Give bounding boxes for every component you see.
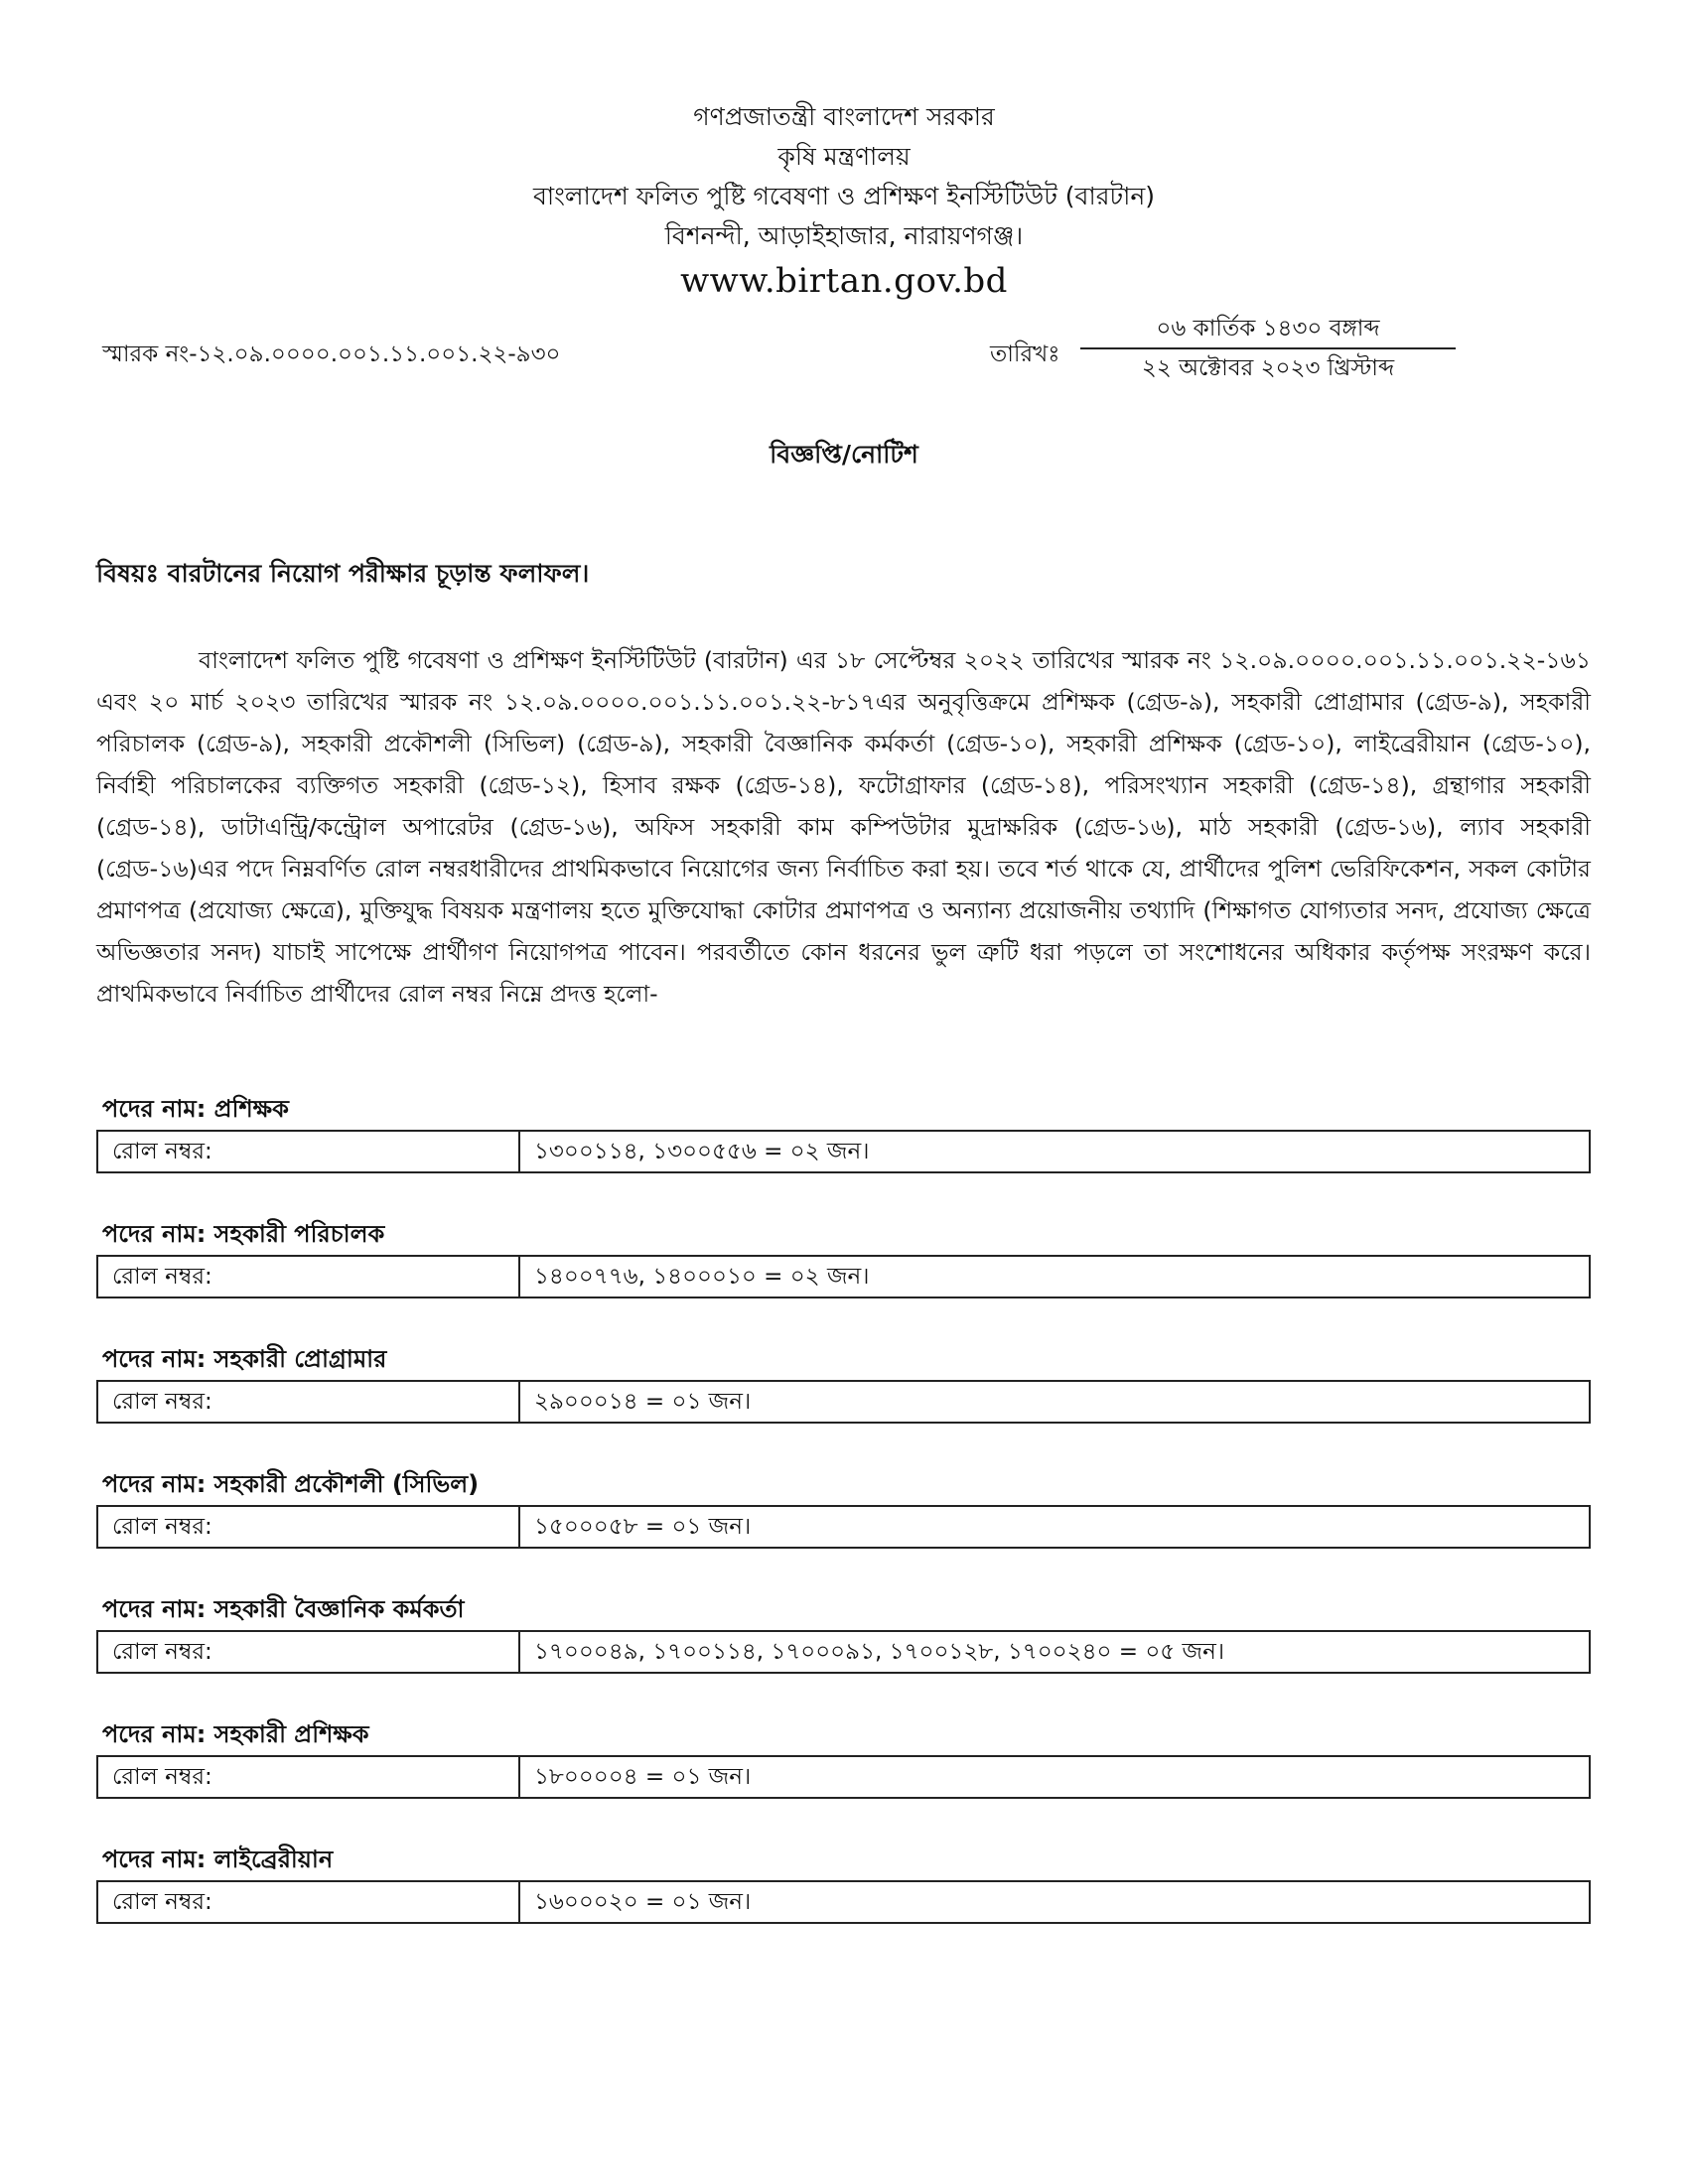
post-list <box>96 1092 1591 1968</box>
post-section <box>96 1467 1591 1549</box>
post-section <box>96 1592 1591 1674</box>
roll-table <box>96 1505 1591 1549</box>
roll-numbers: ২৯০০০১৪ = ০১ জন। <box>519 1381 1590 1423</box>
table-row <box>97 1506 1590 1548</box>
roll-numbers: ১৩০০১১৪, ১৩০০৫৫৬ = ০২ জন। <box>519 1131 1590 1172</box>
ministry-name: কৃষি মন্ত্রণালয় <box>777 142 911 171</box>
institute-address: বিশনন্দী, আড়াইহাজার, নারায়ণগঞ্জ। <box>664 221 1024 250</box>
roll-numbers: ১৬০০০২০ = ০১ জন। <box>519 1881 1590 1923</box>
roll-numbers: ১৮০০০০৪ = ০১ জন। <box>519 1756 1590 1798</box>
post-section <box>96 1717 1591 1799</box>
roll-numbers: ১৭০০০৪৯, ১৭০০১১৪, ১৭০০০৯১, ১৭০০১২৮, ১৭০০২৪০ = ০৫ জন। <box>519 1631 1590 1673</box>
post-section <box>96 1092 1591 1173</box>
table-row <box>97 1131 1590 1172</box>
roll-label: রোল নম্বর: <box>97 1631 519 1673</box>
post-title: পদের নাম: লাইব্রেরীয়ান <box>102 1845 334 1873</box>
table-row <box>97 1756 1590 1798</box>
letterhead <box>0 97 1688 304</box>
post-title: পদের নাম: সহকারী প্রোগ্রামার <box>102 1345 387 1373</box>
post-title: পদের নাম: সহকারী পরিচালক <box>102 1220 385 1248</box>
post-section <box>96 1217 1591 1298</box>
table-row <box>97 1381 1590 1423</box>
roll-label: রোল নম্বর: <box>97 1256 519 1297</box>
roll-label: রোল নম্বর: <box>97 1381 519 1423</box>
post-title: পদের নাম: সহকারী প্রকৌশলী (সিভিল) <box>102 1470 480 1498</box>
post-title: পদের নাম: সহকারী প্রশিক্ষক <box>102 1720 369 1748</box>
roll-table <box>96 1880 1591 1924</box>
roll-label: রোল নম্বর: <box>97 1131 519 1172</box>
website-link[interactable]: www.birtan.gov.bd <box>680 261 1008 301</box>
post-title: পদের নাম: প্রশিক্ষক <box>102 1095 289 1123</box>
subject-line: বিষয়ঃ বারটানের নিয়োগ পরীক্ষার চূড়ান্ত ফলাফল। <box>96 559 590 588</box>
table-row <box>97 1631 1590 1673</box>
roll-table <box>96 1380 1591 1424</box>
roll-table <box>96 1255 1591 1298</box>
government-name: গণপ্রজাতন্ত্রী বাংলাদেশ সরকার <box>693 102 995 131</box>
institute-name: বাংলাদেশ ফলিত পুষ্টি গবেষণা ও প্রশিক্ষণ ইনস্টিটিউট (বারটান) <box>532 182 1156 210</box>
roll-label: রোল নম্বর: <box>97 1756 519 1798</box>
post-section <box>96 1342 1591 1424</box>
table-row <box>97 1256 1590 1297</box>
roll-numbers: ১৫০০০৫৮ = ০১ জন। <box>519 1506 1590 1548</box>
roll-table <box>96 1130 1591 1173</box>
date-bangla: ০৬ কার্তিক ১৪৩০ বঙ্গাব্দ <box>1080 312 1456 349</box>
date-label: তারিখঃ <box>990 341 1060 367</box>
memo-number: স্মারক নং-১২.০৯.০০০০.০০১.১১.০০১.২২-৯৩০ <box>102 341 561 367</box>
roll-numbers: ১৪০০৭৭৬, ১৪০০০১০ = ০২ জন। <box>519 1256 1590 1297</box>
roll-table <box>96 1755 1591 1799</box>
roll-table <box>96 1630 1591 1674</box>
roll-label: রোল নম্বর: <box>97 1881 519 1923</box>
notice-title: বিজ্ঞপ্তি/নোটিশ <box>770 440 918 469</box>
table-row <box>97 1881 1590 1923</box>
roll-label: রোল নম্বর: <box>97 1506 519 1548</box>
post-section <box>96 1843 1591 1924</box>
date-english: ২২ অক্টোবর ২০২৩ খ্রিস্টাব্দ <box>1141 355 1395 381</box>
date-block <box>1080 312 1456 385</box>
post-title: পদের নাম: সহকারী বৈজ্ঞানিক কর্মকর্তা <box>102 1595 465 1623</box>
notice-body: বাংলাদেশ ফলিত পুষ্টি গবেষণা ও প্রশিক্ষণ ইনস্টিটিউট (বারটান) এর ১৮ সেপ্টেম্বর ২০২২ তারিখের স্মারক নং ১২.০৯.০০০০.০০১.১১.০০১.২২-১৬১ এবং ২০ মার্চ ২০২৩ তারিখের স্মারক নং ১২.০৯.০০০০.০০১.১১.০০১.২২-৮১৭এর অনুবৃত্তিক্রমে প্রশিক্ষক (গ্রেড-৯), সহকারী প্রোগ্রামার (গ্রেড-৯), সহকারী পরিচালক (গ্রেড-৯), সহকারী প্রকৌশলী (সিভিল) (গ্রেড-৯), সহকারী বৈজ্ঞানিক কর্মকর্তা (গ্রেড-১০), সহকারী প্রশিক্ষক (গ্রেড-১০), লাইব্রেরীয়ান (গ্রেড-১০), নির্বাহী পরিচালকের ব্যক্তিগত সহকারী (গ্রেড-১২), হিসাব রক্ষক (গ্রেড-১৪), ফটোগ্রাফার (গ্রেড-১৪), পরিসংখ্যান সহকারী (গ্রেড-১৪), গ্রন্থাগার সহকারী (গ্রেড-১৪), ডাটাএন্ট্রি/কন্ট্রোল অপারেটর (গ্রেড-১৬), অফিস সহকারী কাম কম্পিউটার মুদ্রাক্ষরিক (গ্রেড-১৬), মাঠ সহকারী (গ্রেড-১৬), ল্যাব সহকারী (গ্রেড-১৬)এর পদে নিম্নবর্ণিত রোল নম্বরধারীদের প্রাথমিকভাবে নিয়োগের জন্য নির্বাচিত করা হয়। তবে শর্ত থাকে যে, প্রার্থীদের পুলিশ ভেরিফিকেশন, সকল কোটার প্রমাণপত্র (প্রযোজ্য ক্ষেত্রে), মুক্তিযুদ্ধ বিষয়ক মন্ত্রণালয় হতে মুক্তিযোদ্ধা কোটার প্রমাণপত্র ও অন্যান্য প্রয়োজনীয় তথ্যাদি (শিক্ষাগত যোগ্যতার সনদ, প্রযোজ্য ক্ষেত্রে অভিজ্ঞতার সনদ) যাচাই সাপেক্ষে প্রার্থীগণ নিয়োগপত্র পাবেন। পরবর্তীতে কোন ধরনের ভুল ত্রুটি ধরা পড়লে তা সংশোধনের অধিকার কর্তৃপক্ষ সংরক্ষণ করে। প্রাথমিকভাবে নির্বাচিত প্রার্থীদের রোল নম্বর নিম্নে প্রদত্ত হলো- <box>96 646 1591 1008</box>
